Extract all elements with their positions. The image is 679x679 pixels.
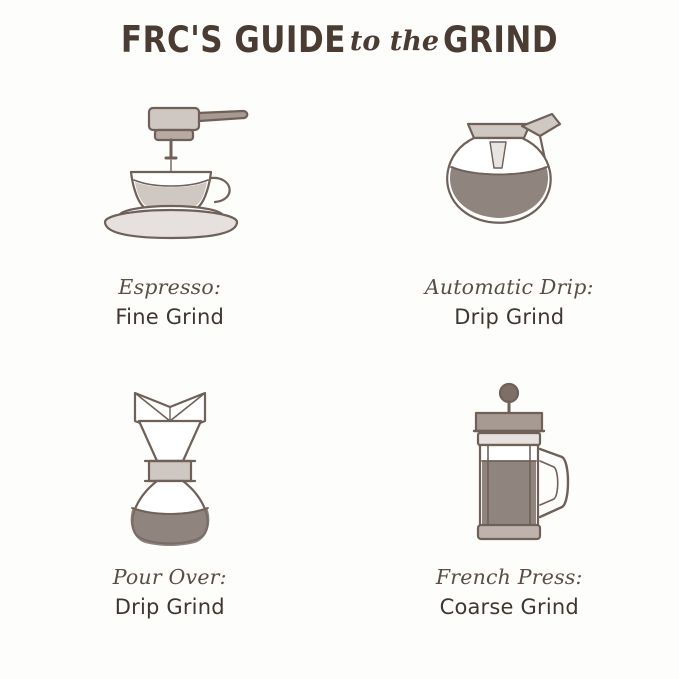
grind-label: Drip Grind	[454, 305, 565, 330]
method-card-espresso	[0, 82, 340, 372]
title-text	[120, 18, 559, 62]
title-part-1: FRC'S GUIDE	[120, 18, 346, 62]
grind-label: Fine Grind	[115, 305, 225, 330]
method-card-pour-over	[0, 372, 340, 662]
caption-french-press	[436, 564, 583, 622]
title-part-2: GRIND	[443, 18, 559, 62]
caption-automatic-drip	[425, 274, 594, 332]
method-label: French Press:	[435, 565, 583, 589]
pour-over-chemex-icon	[65, 378, 275, 556]
grind-label: Coarse Grind	[439, 595, 579, 620]
espresso-machine-cup-icon	[65, 88, 275, 266]
grind-label: Drip Grind	[114, 595, 225, 620]
caption-pour-over	[113, 564, 227, 622]
method-label: Pour Over:	[112, 565, 227, 589]
method-label: Automatic Drip:	[424, 275, 594, 299]
method-card-automatic-drip	[340, 82, 679, 372]
method-card-french-press	[340, 372, 679, 662]
methods-grid	[0, 82, 679, 662]
method-label: Espresso:	[118, 275, 222, 299]
caption-espresso	[115, 274, 224, 332]
automatic-drip-carafe-icon	[404, 88, 614, 266]
page-title	[0, 18, 679, 62]
french-press-icon	[404, 378, 614, 556]
title-connector: to the	[349, 26, 440, 57]
